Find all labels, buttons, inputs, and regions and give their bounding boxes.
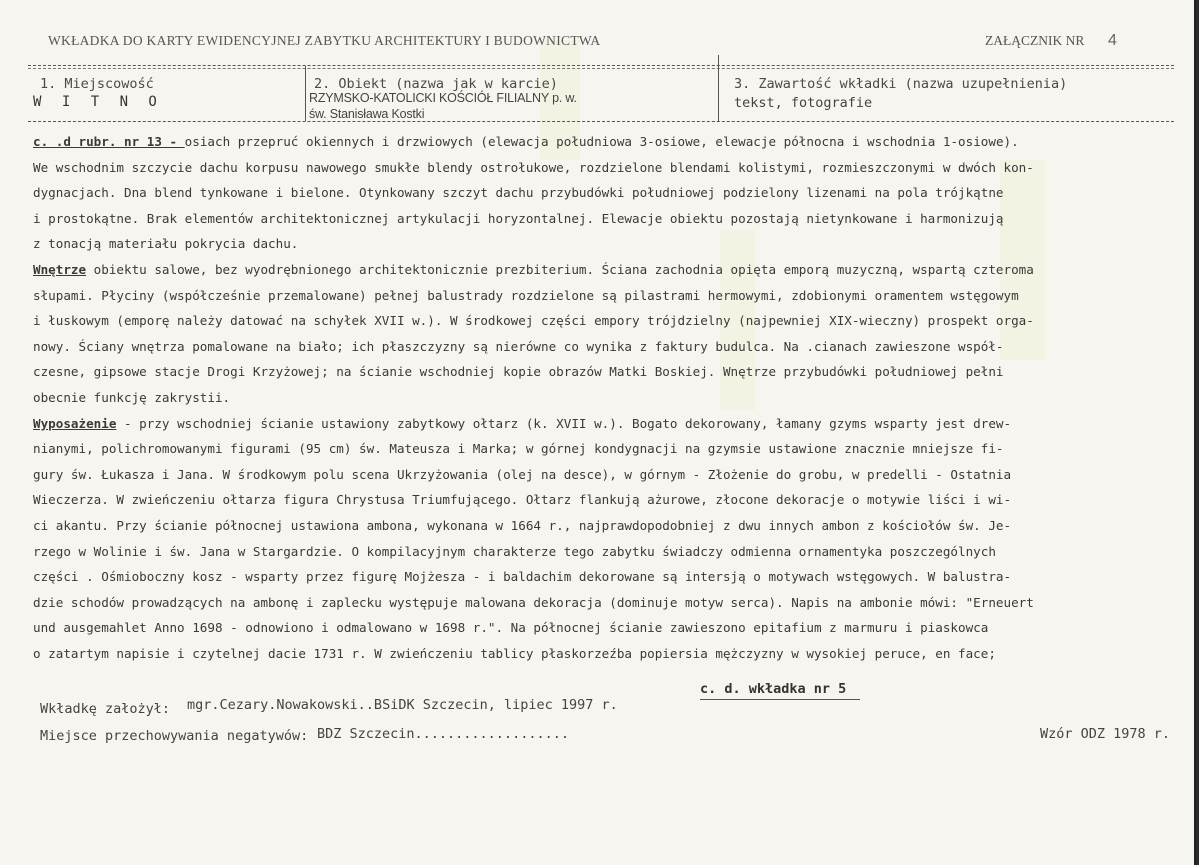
body-line-text: osiach przepruć okiennych i drzwiowych (elewacja południowa 3-osiowe, elewacje północna i wschodnia 1-osiowe). — [184, 134, 1019, 149]
body-line-text: obecnie funkcję zakrystii. — [33, 389, 231, 405]
body-line-text: nianymi, polichromowanymi figurami (95 cm) św. Mateusza i Marka; w górnej kondygnacji na gzymsie ustawione znacznie mniejsze fi- — [33, 441, 1004, 457]
body-line-text: o zatartym napisie i czytelnej dacie 1731 r. W zwieńczeniu tablicy płaskorzeźba popiersia mężczyzny w wysokiej peruce, en face; — [33, 645, 996, 661]
body-line-text: rzego w Wolinie i św. Jana w Stargardzie. O kompilacyjnym charakterze tego zabytku świadczy odmienna ornamentyka poszczególnych — [33, 543, 996, 559]
body-line-text: z tonacją materiału pokrycia dachu. — [33, 236, 299, 252]
body-line-text: und ausgemahlet Anno 1698 - odnowiono i odmalowano w 1698 r.". Na północnej ścianie zawieszono epitafium z marmuru i piaskowca — [33, 620, 989, 636]
body-line-text: i prostokątne. Brak elementów architektonicznej artykulacji horyzontalnej. Elewacje obiektu pozostają nietynkowane i harmonizują — [33, 210, 1004, 226]
body-line-text: słupami. Płyciny (współcześnie przemalowane) pełnej balustrady rozdzielone są pilastrami hermowymi, zdobionymi oramentem wstęgowym — [33, 287, 1019, 303]
body-line — [33, 641, 1158, 667]
body-line — [33, 257, 1158, 283]
body-line — [33, 539, 1158, 565]
locality-label: 1. Miejscowość — [40, 76, 154, 92]
body-line — [33, 180, 1158, 206]
body-line — [33, 590, 1158, 616]
object-label: 2. Obiekt (nazwa jak w karcie) — [314, 76, 558, 92]
body-line — [33, 308, 1158, 334]
form-title: WKŁADKA DO KARTY EWIDENCYJNEJ ZABYTKU ARCHITEKTURY I BUDOWNICTWA — [48, 33, 601, 48]
form-reference: Wzór ODZ 1978 r. — [1040, 726, 1171, 742]
continuation-underline — [700, 699, 860, 700]
author-label: Wkładkę założył: — [40, 701, 171, 717]
body-line-text: obiektu salowe, bez wyodrębnionego architektonicznie prezbiterium. Ściana zachodnia opięta emporą muzyczną, wspartą czteroma — [86, 261, 1034, 277]
scan-edge — [1194, 0, 1196, 865]
negatives-value: BDZ Szczecin................... — [317, 726, 569, 742]
negatives-label: Miejsce przechowywania negatywów: — [40, 728, 309, 744]
continuation-note: c. d. wkładka nr 5 — [700, 681, 847, 697]
top-separator — [28, 65, 1174, 66]
body-line — [33, 155, 1158, 181]
body-line — [33, 206, 1158, 232]
body-line — [33, 615, 1158, 641]
body-line — [33, 411, 1158, 437]
top-separator-2 — [28, 68, 1174, 69]
annex-number: 4 — [1108, 32, 1117, 49]
section-heading: Wyposażenie — [33, 415, 117, 431]
body-line — [33, 462, 1158, 488]
body-line — [33, 231, 1158, 257]
object-value-line2: św. Stanisława Kostki — [309, 107, 425, 121]
fields-separator — [28, 121, 1174, 122]
column-divider — [718, 55, 719, 121]
body-line — [33, 129, 1158, 155]
body-line — [33, 436, 1158, 462]
body-line — [33, 564, 1158, 590]
body-line-text: czesne, gipsowe stacje Drogi Krzyżowej; na ścianie wschodniej kopie obrazów Matki Boskiej. Wnętrze przybudówki południowej pełni — [33, 364, 1004, 380]
column-divider — [305, 66, 306, 121]
object-value-line1: RZYMSKO-KATOLICKI KOŚCIÓŁ FILIALNY p. w. — [309, 91, 577, 105]
content-value: tekst, fotografie — [734, 95, 873, 111]
body-line-text: - przy wschodniej ścianie ustawiony zabytkowy ołtarz (k. XVII w.). Bogato dekorowany, łamany gzyms wsparty jest drew- — [116, 415, 1012, 431]
annex-label: ZAŁĄCZNIK NR — [985, 33, 1085, 48]
locality-value: W I T N O — [33, 94, 163, 110]
body-line-text: Wieczerza. W zwieńczeniu ołtarza figura Chrystusa Triumfującego. Ołtarz flankują ażurowe, złocone dekoracje o motywie liści i wi- — [33, 492, 1012, 508]
body-line-text: nowy. Ściany wnętrza pomalowane na biało; ich płaszczyzny są nierówne co wynika z faktury budulca. Na .cianach zawieszone współ- — [33, 338, 1004, 354]
section-heading: Wnętrze — [33, 261, 87, 277]
body-line — [33, 487, 1158, 513]
body-text — [33, 129, 1158, 666]
author-value: mgr.Cezary.Nowakowski..BSiDK Szczecin, lipiec 1997 r. — [187, 697, 618, 713]
section-heading: c. .d rubr. nr 13 - — [33, 134, 185, 149]
body-line-text: dygnacjach. Dna blend tynkowane i bielone. Otynkowany szczyt dachu przybudówki południowej podzielony lizenami na pola trójkątne — [33, 185, 1004, 201]
body-line-text: i łuskowym (emporę należy datować na schyłek XVII w.). W środkowej części empory trójdzielny (najpewniej XIX-wieczny) prospekt orga- — [33, 313, 1034, 329]
body-line — [33, 283, 1158, 309]
content-label: 3. Zawartość wkładki (nazwa uzupełnienia) — [734, 76, 1068, 92]
body-line-text: gury św. Łukasza i Jana. W środkowym polu scena Ukrzyżowania (olej na desce), w górnym - Złożenie do grobu, w predelli - Ostatnia — [33, 466, 1012, 482]
body-line-text: dzie schodów prowadzących na ambonę i zaplecku występuje malowana dekoracja (dominuje motyw serca). Napis na ambonie mówi: "Erneuert — [33, 594, 1034, 610]
body-line-text: We wschodnim szczycie dachu korpusu nawowego smukłe blendy ostrołukowe, rozdzielone blendami kolistymi, rozmieszczonymi w dwóch kon- — [33, 159, 1034, 175]
body-line — [33, 334, 1158, 360]
body-line-text: ci akantu. Przy ścianie północnej ustawiona ambona, wykonana w 1664 r., najprawdopodobniej z dwu innych ambon z kościołów św. Je- — [33, 517, 1012, 533]
body-line — [33, 385, 1158, 411]
body-line-text: części . Ośmioboczny kosz - wsparty przez figurę Mojżesza - i baldachim dekorowane są intersją o motywach wstęgowych. W balustra- — [33, 569, 1012, 585]
body-line — [33, 513, 1158, 539]
body-line — [33, 359, 1158, 385]
